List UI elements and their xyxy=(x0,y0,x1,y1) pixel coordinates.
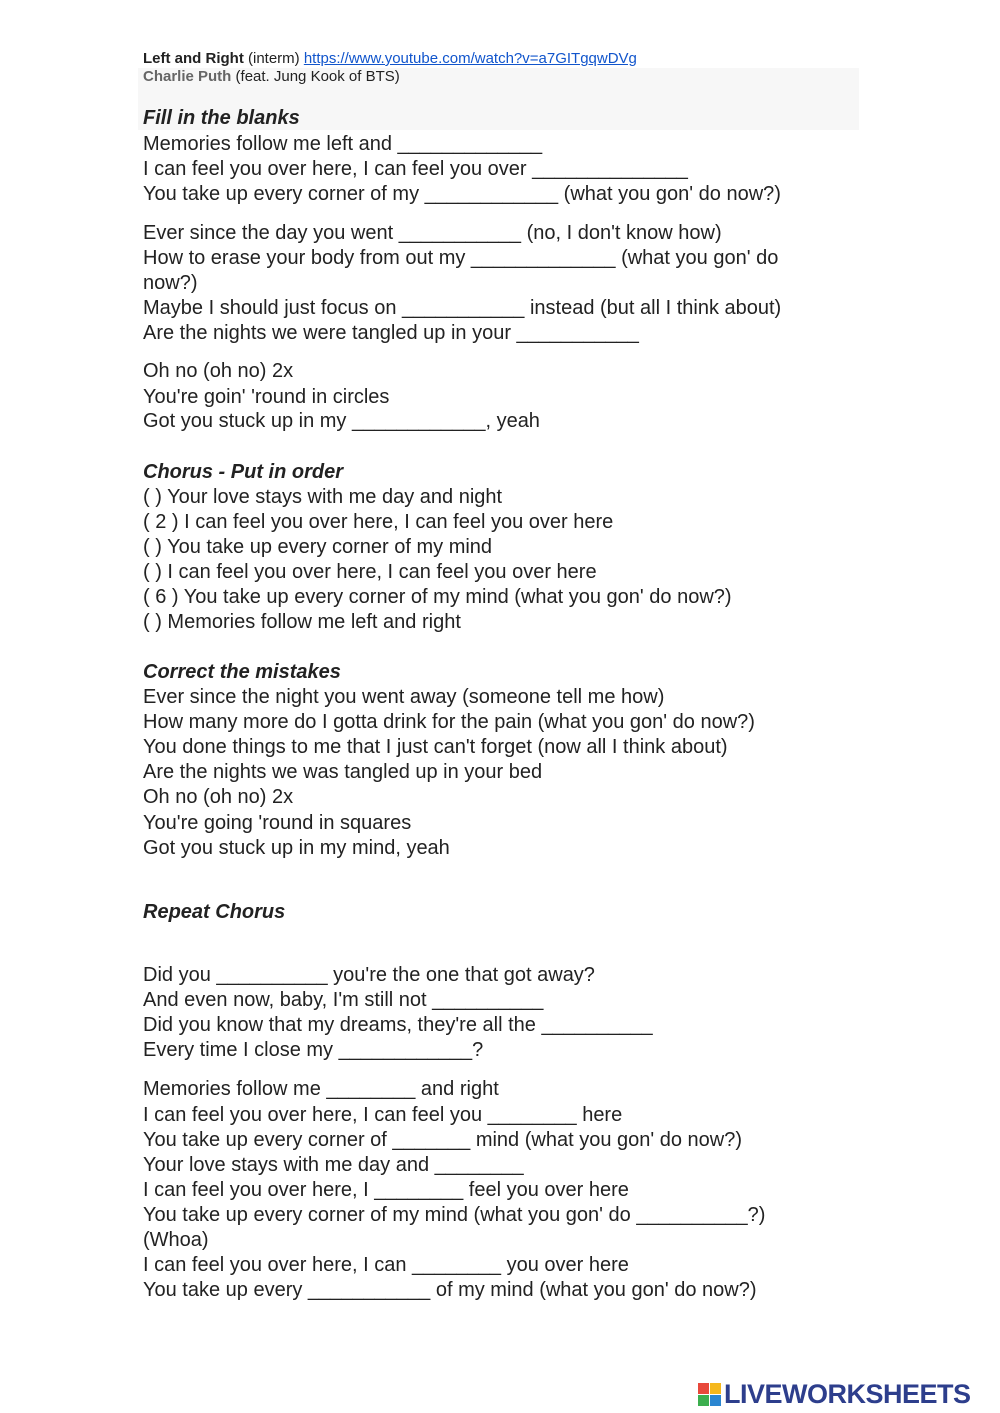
order-line: ( 2 ) I can feel you over here, I can feel you over here xyxy=(143,511,614,533)
lyric-line: Memories follow me ________ and right xyxy=(143,1078,499,1100)
lyric-line: I can feel you over here, I can feel you ________ here xyxy=(143,1104,623,1126)
section-heading-mistakes: Correct the mistakes xyxy=(143,661,341,683)
lyric-line: You done things to me that I just can't forget (now all I think about) xyxy=(143,736,728,758)
lyric-line: Memories follow me left and _____________ xyxy=(143,133,543,155)
worksheet-header xyxy=(143,50,637,86)
lyric-line: I can feel you over here, I can feel you over ______________ xyxy=(143,158,688,180)
liveworksheets-logo[interactable] xyxy=(698,1377,971,1411)
lyric-line: You're going 'round in squares xyxy=(143,812,412,834)
lyric-line: Oh no (oh no) 2x xyxy=(143,360,294,382)
lyric-line: You take up every ___________ of my mind (what you gon' do now?) xyxy=(143,1279,757,1301)
level-label: (interm) xyxy=(243,50,304,67)
lyric-line: I can feel you over here, I ________ feel you over here xyxy=(143,1179,629,1201)
song-title: Left and Right xyxy=(143,50,244,67)
logo-text: LIVEWORKSHEETS xyxy=(724,1378,971,1409)
section-heading-repeat: Repeat Chorus xyxy=(143,901,286,923)
logo-square-yellow xyxy=(710,1383,721,1394)
lyric-line: How many more do I gotta drink for the pain (what you gon' do now?) xyxy=(143,711,755,733)
lyric-line: You're goin' 'round in circles xyxy=(143,386,390,408)
lyric-line: You take up every corner of my ____________ (what you gon' do now?) xyxy=(143,183,781,205)
order-line: ( ) Memories follow me left and right xyxy=(143,611,461,633)
lyric-line: Are the nights we were tangled up in your ___________ xyxy=(143,322,639,344)
lyric-line: Got you stuck up in my ____________, yeah xyxy=(143,410,540,432)
order-line: ( 6 ) You take up every corner of my mind (what you gon' do now?) xyxy=(143,586,732,608)
credit-line xyxy=(143,68,637,86)
lyric-line: Ever since the day you went ___________ (no, I don't know how) xyxy=(143,222,722,244)
lyric-line: Are the nights we was tangled up in your bed xyxy=(143,761,543,783)
lyric-line: Did you __________ you're the one that got away? xyxy=(143,964,595,986)
lyric-line: Did you know that my dreams, they're all the __________ xyxy=(143,1014,653,1036)
lyric-line: Maybe I should just focus on ___________ instead (but all I think about) xyxy=(143,297,782,319)
order-line: ( ) I can feel you over here, I can feel you over here xyxy=(143,561,597,583)
lyric-line: now?) xyxy=(143,272,198,294)
youtube-link[interactable]: https://www.youtube.com/watch?v=a7GITgqwDVg xyxy=(303,50,637,67)
order-line: ( ) You take up every corner of my mind xyxy=(143,536,493,558)
lyric-line: I can feel you over here, I can ________ you over here xyxy=(143,1254,629,1276)
featuring-label: (feat. Jung Kook of BTS) xyxy=(231,68,400,85)
logo-grid-icon xyxy=(698,1383,721,1406)
section-heading-order: Chorus - Put in order xyxy=(143,461,343,483)
lyric-line: Ever since the night you went away (someone tell me how) xyxy=(143,686,665,708)
lyric-line: Your love stays with me day and ________ xyxy=(143,1154,524,1176)
lyric-line: Every time I close my ____________? xyxy=(143,1039,484,1061)
lyric-line: And even now, baby, I'm still not __________ xyxy=(143,989,544,1011)
lyric-line: Oh no (oh no) 2x xyxy=(143,786,294,808)
lyric-line: You take up every corner of my mind (what you gon' do __________?) xyxy=(143,1204,766,1226)
lyric-line: (Whoa) xyxy=(143,1229,209,1251)
lyric-line: You take up every corner of _______ mind (what you gon' do now?) xyxy=(143,1129,743,1151)
logo-square-green xyxy=(698,1395,709,1406)
artist-name: Charlie Puth xyxy=(143,68,232,85)
section-heading-fill: Fill in the blanks xyxy=(143,107,300,129)
lyric-line: Got you stuck up in my mind, yeah xyxy=(143,837,450,859)
title-line xyxy=(143,50,637,68)
order-line: ( ) Your love stays with me day and night xyxy=(143,486,503,508)
logo-square-blue xyxy=(710,1395,721,1406)
logo-square-red xyxy=(698,1383,709,1394)
lyric-line: How to erase your body from out my _____________ (what you gon' do xyxy=(143,247,779,269)
